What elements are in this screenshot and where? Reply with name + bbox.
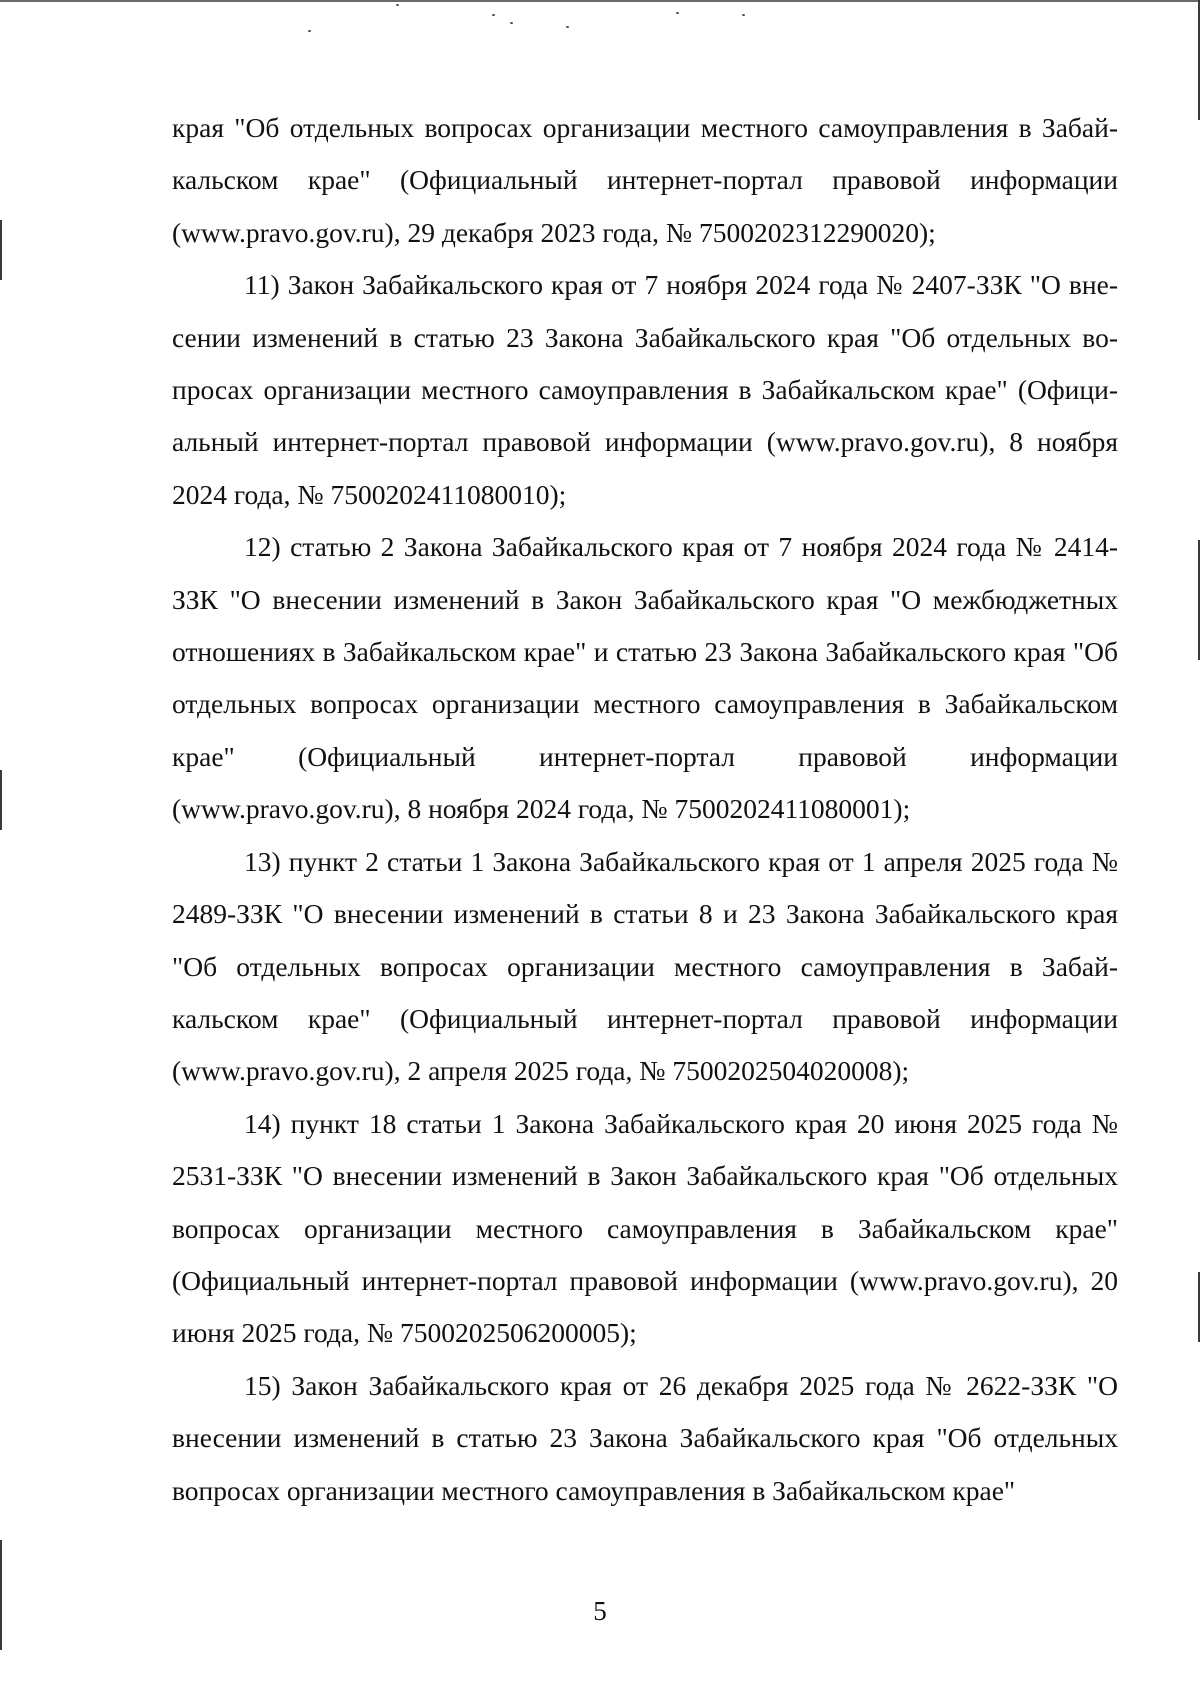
paragraph-item-11: 11) Закон Забайкальского края от 7 ноября 2024 года № 2407-ЗЗК "О внесении изменений в статью 23 Закона Забайкальского края "Об отдельных вопросах организации местного самоуправления в Забайкальском крае" (Официальный интернет-портал правовой информации (www.pravo.gov.ru), 8 ноября 2024 года, № 7500202411080010);	[172, 269, 1118, 510]
document-body	[172, 102, 1118, 1517]
scan-speck	[742, 14, 745, 16]
paragraph-continued: края "Об отдельных вопросах организации местного самоуправления в Забайкальском крае" (Официальный интернет-портал правовой информации (www.pravo.gov.ru), 29 декабря 2023 года, № 7500202312290020);	[172, 112, 1118, 248]
paragraph-item-14: 14) пункт 18 статьи 1 Закона Забайкальского края 20 июня 2025 года № 2531-ЗЗК "О внесении изменений в Закон Забайкальского края "Об отдельных вопросах организации местного самоуправления в Забайкальском крае" (Официальный интернет-портал правовой информации (www.pravo.gov.ru), 20 июня 2025 года, № 7500202506200005);	[172, 1107, 1118, 1349]
paragraph-item-12: 12) статью 2 Закона Забайкальского края от 7 ноября 2024 года № 2414-ЗЗК "О внесении изменений в Закон Забайкальского края "О межбюджетных отношениях в Забайкальском крае" и статью 23 Закона Забайкальского края "Об отдельных вопросах организации местного самоуправления в Забайкальском крае" (Официальный интернет-портал правовой информации (www.pravo.gov.ru), 8 ноября 2024 года, № 7500202411080001);	[172, 531, 1118, 825]
scan-edge-top	[0, 0, 1200, 2]
scan-edge-left	[0, 770, 2, 830]
paragraph-item-13: 13) пункт 2 статьи 1 Закона Забайкальского края от 1 апреля 2025 года № 2489-ЗЗК "О внесении изменений в статьи 8 и 23 Закона Забайкальского края "Об отдельных вопросах организации местного самоуправления в Забайкальском крае" (Официальный интернет-портал правовой информации (www.pravo.gov.ru), 2 апреля 2025 года, № 7500202504020008);	[172, 845, 1118, 1087]
scan-speck	[676, 12, 679, 14]
scan-speck	[308, 30, 311, 32]
scan-speck	[510, 22, 513, 24]
scan-edge-left	[0, 220, 2, 280]
page-number: 5	[593, 1596, 607, 1626]
scan-speck	[492, 14, 495, 16]
scan-edge-left	[0, 1540, 2, 1650]
paragraph-item-15: 15) Закон Забайкальского края от 26 декабря 2025 года № 2622-ЗЗК "О внесении изменений в статью 23 Закона Забайкальского края "Об отдельных вопросах организации местного самоуправления в Забайкальском крае"	[172, 1369, 1118, 1506]
scan-speck	[396, 4, 399, 6]
scan-speck	[566, 26, 569, 28]
